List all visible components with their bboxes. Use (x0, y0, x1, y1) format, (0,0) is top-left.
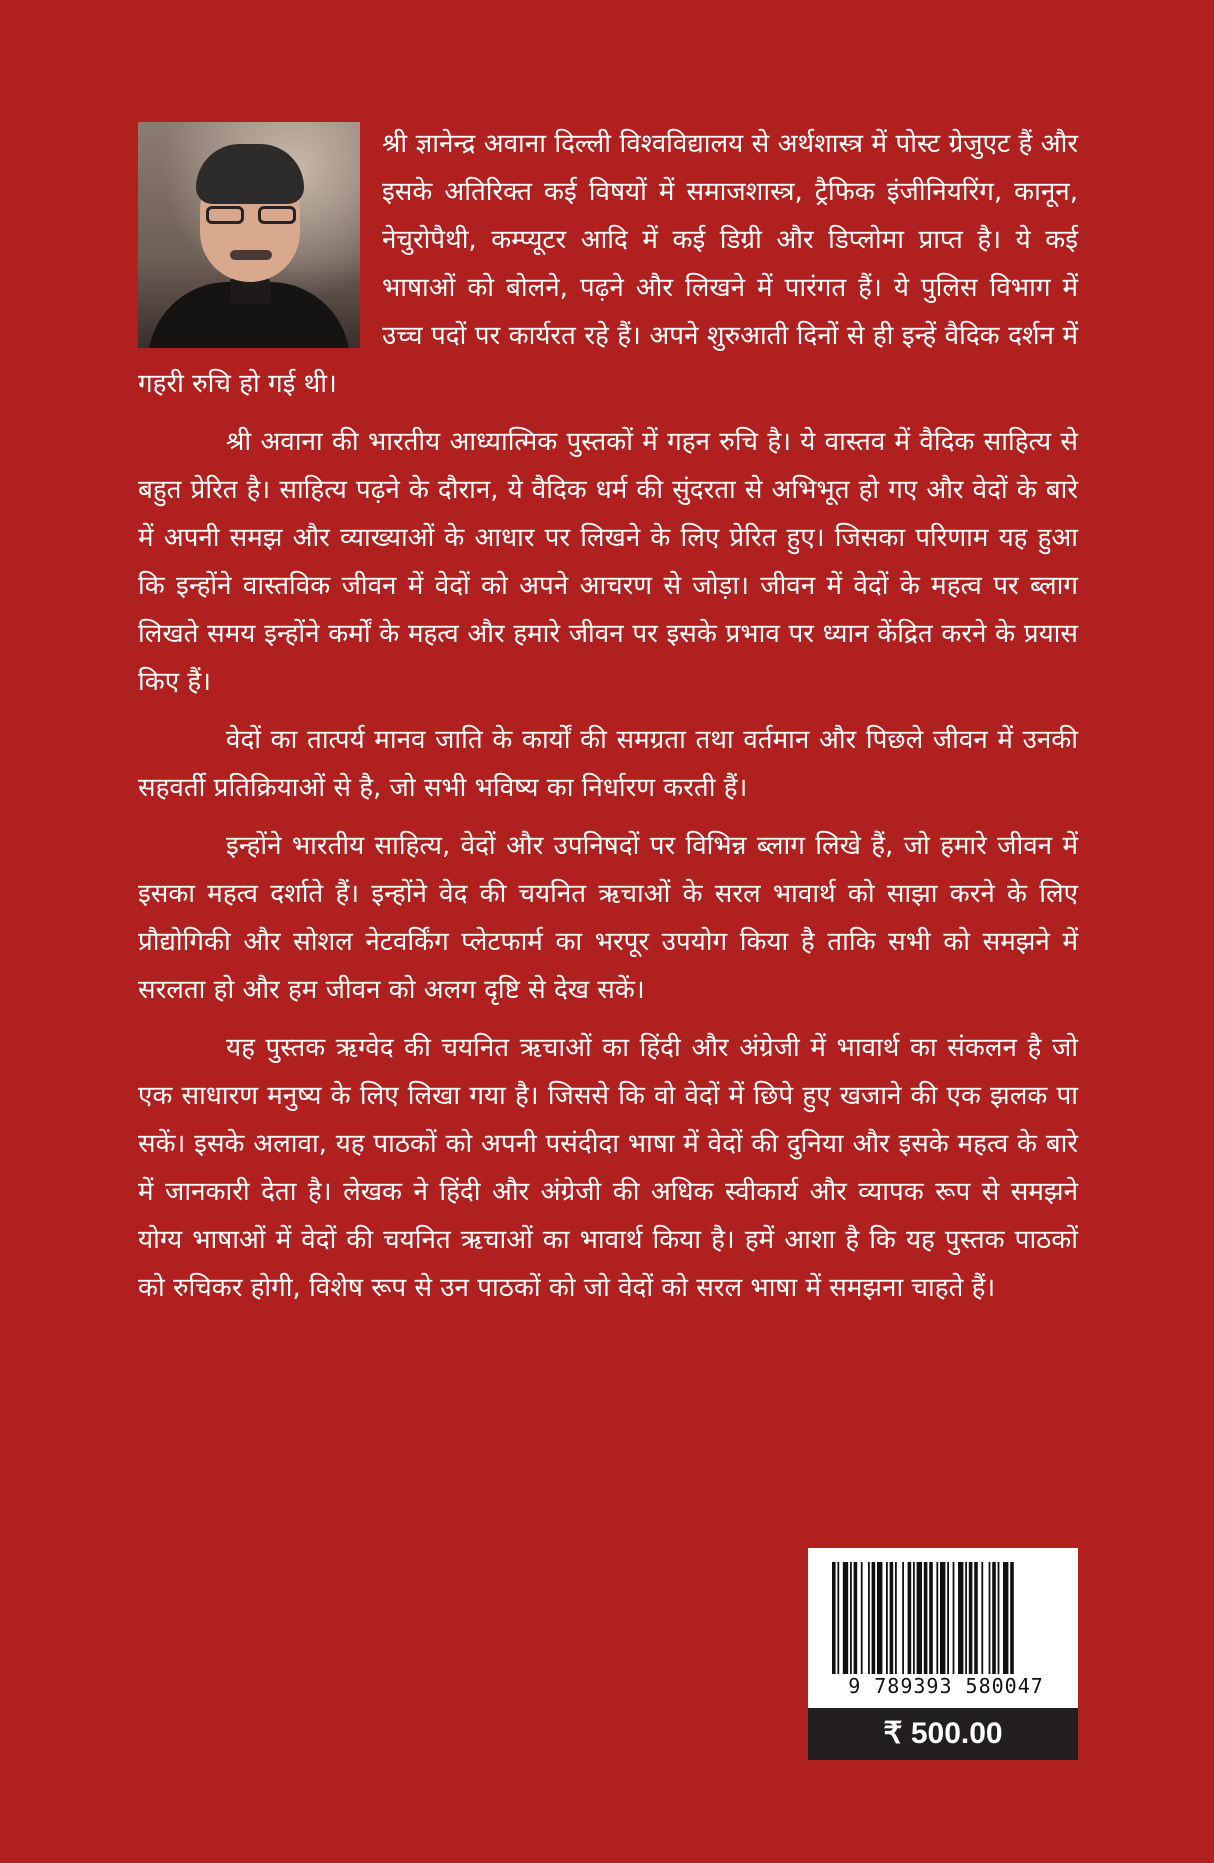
isbn-barcode (808, 1548, 1078, 1708)
bio-paragraph-4: इन्होंने भारतीय साहित्य, वेदों और उपनिषदों पर विभिन्न ब्लाग लिखे हैं, जो हमारे जीवन में इसका महत्व दर्शाते हैं। इन्होंने वेद की चयनित ऋचाओं के सरल भावार्थ को साझा करने के लिए प्रौद्योगिकी और सोशल नेटवर्किंग प्लेटफार्म का भरपूर उपयोग किया है ताकि सभी को समझने में सरलता हो और हम जीवन को अलग दृष्टि से देख सकें। (138, 831, 1078, 1005)
isbn-number: 9 789393 580047 (848, 1674, 1044, 1698)
price-label: ₹ 500.00 (808, 1708, 1078, 1760)
barcode-icon (832, 1562, 1060, 1674)
bio-paragraph-2: श्री अवाना की भारतीय आध्यात्मिक पुस्तकों में गहन रुचि है। ये वास्तव में वैदिक साहित्य से बहुत प्रेरित है। साहित्य पढ़ने के दौरान, ये वैदिक धर्म की सुंदरता से अभिभूत हो गए और वेदों के बारे में अपनी समझ और व्याख्याओं के आधार पर लिखने के लिए प्रेरित हुए। जिसका परिणाम यह हुआ कि इन्होंने वास्तविक जीवन में वेदों को अपने आचरण से जोड़ा। जीवन में वेदों के महत्व पर ब्लाग लिखते समय इन्होंने कर्मों के महत्व और हमारे जीवन पर इसके प्रभाव पर ध्यान केंद्रित करने के प्रयास किए हैं। (138, 427, 1078, 697)
bio-paragraph-3: वेदों का तात्पर्य मानव जाति के कार्यों की समग्रता तथा वर्तमान और पिछले जीवन में उनकी सहवर्ती प्रतिक्रियाओं से है, जो सभी भविष्य का निर्धारण करती हैं। (138, 725, 1078, 803)
bio-paragraph-5: यह पुस्तक ऋग्वेद की चयनित ऋचाओं का हिंदी और अंग्रेजी में भावार्थ का संकलन है जो एक साधारण मनुष्य के लिए लिखा गया है। जिससे कि वो वेदों में छिपे हुए खजाने की एक झलक पा सकें। इसके अलावा, यह पाठकों को अपनी पसंदीदा भाषा में वेदों की दुनिया और इसके महत्व के बारे में जानकारी देता है। लेखक ने हिंदी और अंग्रेजी की अधिक स्वीकार्य और व्यापक रूप से समझने योग्य भाषाओं में वेदों की चयनित ऋचाओं का भावार्थ किया है। हमें आशा है कि यह पुस्तक पाठकों को रुचिकर होगी, विशेष रूप से उन पाठकों को जो वेदों को सरल भाषा में समझना चाहते हैं। (138, 1033, 1078, 1303)
author-bio-text (138, 120, 1078, 1322)
author-portrait-icon (138, 122, 360, 348)
bio-paragraph-1: श्री ज्ञानेन्द्र अवाना दिल्ली विश्वविद्यालय से अर्थशास्त्र में पोस्ट ग्रेजुएट हैं और इसके अतिरिक्त कई विषयों में समाजशास्त्र, ट्रैफिक इंजीनियरिंग, कानून, नेचुरोपैथी, कम्प्यूटर आदि में कई डिग्री और डिप्लोमा प्राप्त है। ये कई भाषाओं को बोलने, पढ़ने और लिखने में पारंगत हैं। ये पुलिस विभाग में उच्च पदों पर कार्यरत रहे हैं। अपने शुरुआती दिनों से ही इन्हें वैदिक दर्शन में गहरी रुचि हो गई थी। (138, 129, 1078, 399)
